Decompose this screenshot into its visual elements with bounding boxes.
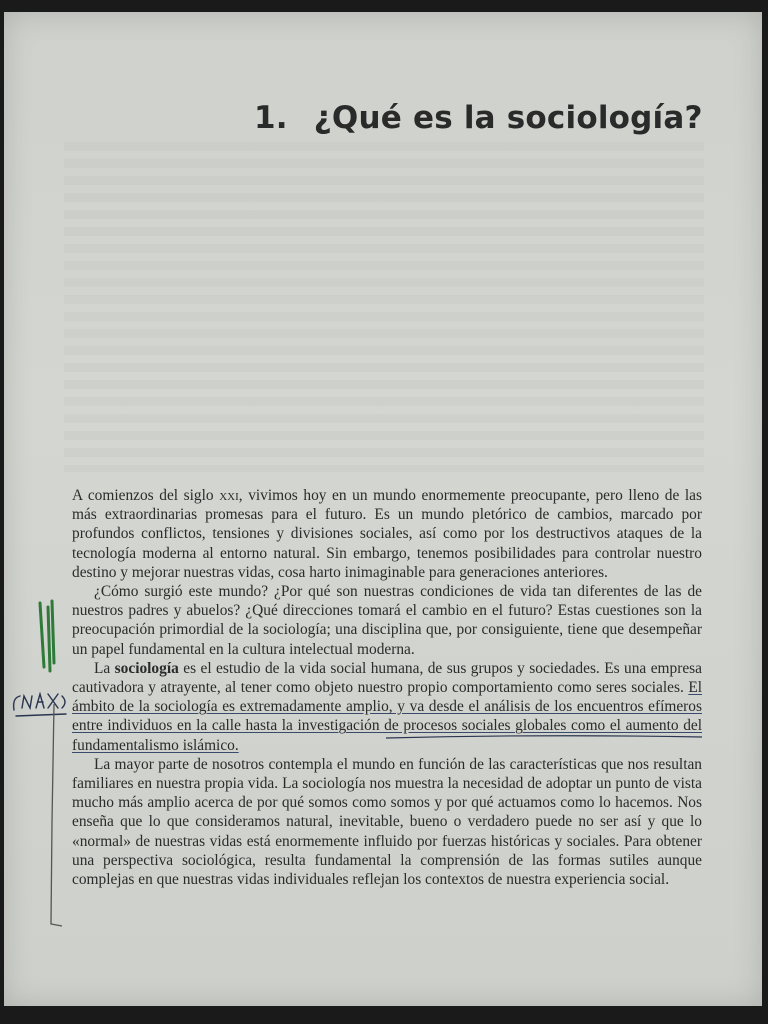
- body-text: [72, 486, 702, 889]
- chapter-heading: [254, 100, 703, 136]
- p1-century: xxi: [219, 487, 239, 504]
- margin-bracket-line: [42, 702, 72, 942]
- p3-term-sociologia: sociología: [114, 659, 179, 677]
- p3-text-b: es el estudio de la vida social humana, de sus grupos y sociedades. Es una empresa cautivadora y atrayente, al tener como objeto nuestro propio comportamiento como seres sociales.: [72, 659, 702, 697]
- p3-text-a: La: [94, 659, 115, 677]
- chapter-number: 1.: [254, 100, 288, 136]
- p3-underlined-text: El ámbito de la sociología es extremadamente amplio, y va desde el análisis de los encuentros efímeros entre individuos en la calle hasta la investigación de procesos sociales globales como el aumento del fundamentalismo islámico.: [72, 679, 702, 754]
- bleed-through-text: [64, 142, 704, 472]
- underline-mark: [384, 732, 704, 742]
- paragraph-2: ¿Cómo surgió este mundo? ¿Por qué son nuestras condiciones de vida tan diferentes de las de nuestros padres y abuelos? ¿Qué direcciones tomará el cambio en el futuro? Estas cuestiones son la preocupación primordial de la sociología; una disciplina que, por consiguiente, tiene que desempeñar un papel fundamental en la cultura intelectual moderna.: [72, 583, 702, 658]
- chapter-title: ¿Qué es la sociología?: [313, 100, 703, 136]
- p1-text-b: , vivimos hoy en un mundo enormemente preocupante, pero lleno de las más extraordinarias promesas para el futuro. Es un mundo pletórico de cambios, marcado por profundos conflictos, tensiones y divisiones sociales, así como por los destructivos ataques de la tecnología moderna al entorno natural. Sin embargo, tenemos posibilidades para controlar nuestro destino y mejorar nuestras vidas, cosa harto inimaginable para generaciones anteriores.: [72, 487, 702, 581]
- p1-text-a: A comienzos del siglo: [72, 487, 220, 504]
- green-highlight-mark: [32, 597, 66, 677]
- book-page: [4, 12, 762, 1006]
- paragraph-1: [72, 486, 702, 582]
- paragraph-4: La mayor parte de nosotros contempla el mundo en función de las características que nos resultan familiares en nuestra propia vida. La sociología nos muestra la necesidad de adoptar un punto de vista mucho más amplio acerca de por qué somos como somos y por qué actuamos como lo hacemos. Nos enseña que lo que consideramos natural, inevitable, bueno o verdadero puede no ser así y que lo «normal» de nuestras vidas está enormemente influido por fuerzas históricas y sociales. Para obtener una perspectiva sociológica, resulta fundamental la comprensión de las formas sutiles aunque complejas en que nuestras vidas individuales reflejan los contextos de nuestra experiencia social.: [72, 755, 702, 889]
